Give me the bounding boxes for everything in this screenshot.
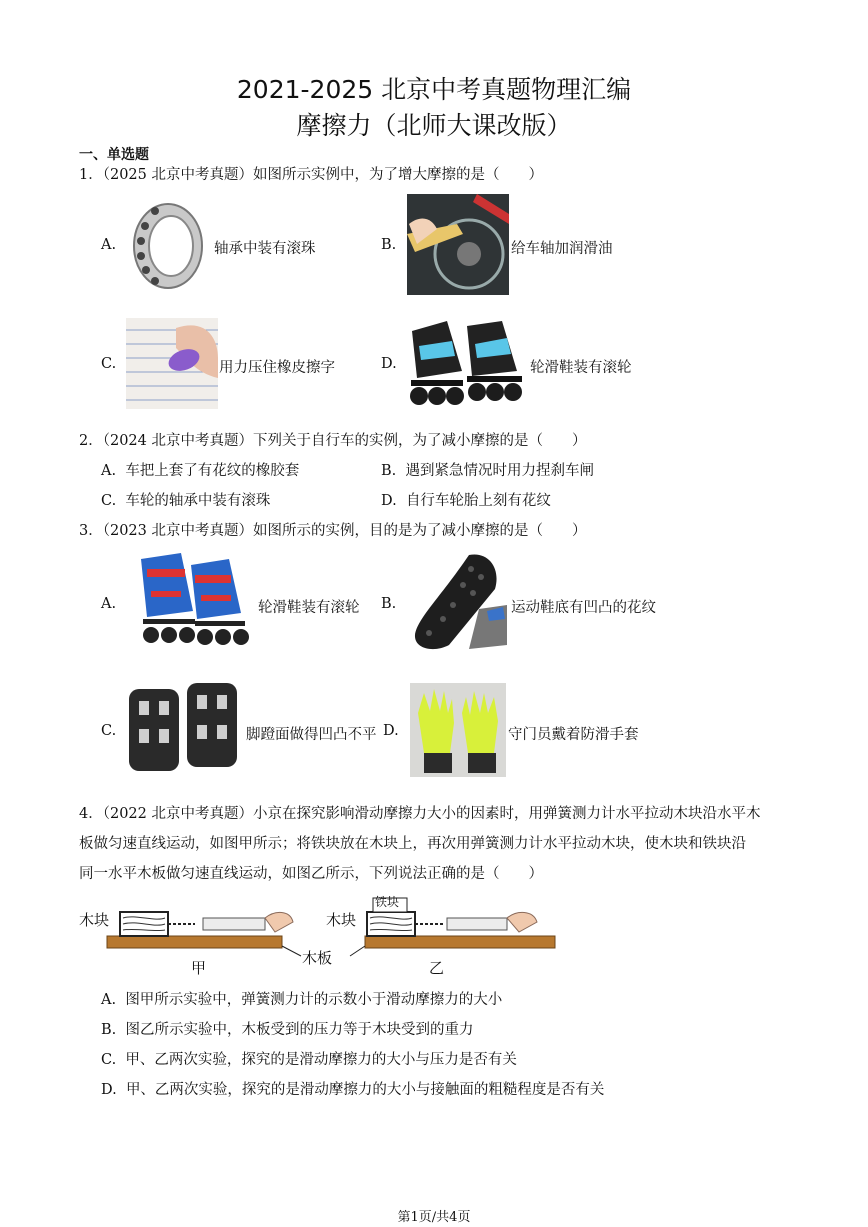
figure-label-board: 木板: [302, 949, 333, 967]
q4-option-a-letter: A.: [101, 992, 117, 1008]
q1-option-c-letter: C.: [101, 356, 117, 372]
figure-label-block-a: 木块: [79, 911, 110, 929]
figure-label-yi: 乙: [429, 959, 445, 977]
bearing-image: [125, 196, 211, 296]
q3-option-a-letter: A.: [101, 596, 117, 612]
page-subtitle: 摩擦力（北师大课改版）: [296, 111, 572, 140]
q4-option-a-text: 图甲所示实验中，弹簧测力计的示数小于滑动摩擦力的大小: [125, 992, 503, 1008]
q3-option-c-text: 脚蹬面做得凹凸不平: [246, 727, 377, 743]
q4-option-c-letter: C.: [101, 1052, 117, 1068]
q4-stem-line-2: 板做匀速直线运动，如图甲所示；将铁块放在木块上，再次用弹簧测力计水平拉动木块，使木块和铁块沿: [79, 836, 746, 852]
figure-label-block-b: 木块: [326, 911, 357, 929]
q4-option-d-text: 甲、乙两次实验，探究的是滑动摩擦力的大小与接触面的粗糙程度是否有关: [125, 1082, 605, 1098]
q2-option-a-text: 车把上套了有花纹的橡胶套: [125, 463, 300, 479]
q1-option-b-letter: B.: [381, 237, 397, 253]
q3-stem: 3．（2023 北京中考真题）如图所示的实例，目的是为了减小摩擦的是（ ）: [79, 523, 587, 539]
q2-option-c: [101, 489, 270, 510]
figure-label-jia: 甲: [191, 959, 207, 977]
q2-option-d: [381, 489, 551, 510]
q4-stem-line-3: 同一水平木板做匀速直线运动，如图乙所示，下列说法正确的是（ ）: [79, 866, 543, 882]
q3-option-b-text: 运动鞋底有凹凸的花纹: [511, 600, 656, 616]
roller-skate-image: [407, 316, 528, 413]
figure-label-iron: 铁块: [375, 895, 400, 909]
q2-option-c-letter: C.: [101, 493, 117, 509]
q4-option-b-letter: B.: [101, 1022, 117, 1038]
q1-option-a-text: 轴承中装有滚珠: [214, 241, 316, 257]
page-footer: 第1页/共4页: [397, 1210, 471, 1225]
q1-stem: 1．（2025 北京中考真题）如图所示实例中，为了增大摩擦的是（ ）: [79, 167, 543, 183]
q3-option-b-letter: B.: [381, 596, 397, 612]
q2-option-a-letter: A.: [101, 463, 117, 479]
q4-option-b-text: 图乙所示实验中，木板受到的压力等于木块受到的重力: [125, 1022, 474, 1038]
q3-option-d-text: 守门员戴着防滑手套: [508, 727, 639, 743]
sneaker-image: [409, 549, 509, 653]
q2-option-c-text: 车轮的轴承中装有滚珠: [125, 493, 271, 509]
q4-option-c: [101, 1048, 517, 1069]
q2-option-b-letter: B.: [381, 463, 397, 479]
q1-option-d-letter: D.: [381, 356, 397, 372]
q2-option-b-text: 遇到紧急情况时用力捏刹车闸: [405, 463, 594, 479]
q1-option-a-letter: A.: [101, 237, 117, 253]
q1-option-c-text: 用力压住橡皮擦字: [219, 360, 335, 376]
pedal-image: [125, 679, 241, 775]
kids-skate-image: [133, 551, 251, 649]
glove-image: [410, 683, 506, 777]
q4-stem-line-1: 4．（2022 北京中考真题）小京在探究影响滑动摩擦力大小的因素时，用弹簧测力计水平拉动木块沿水平木: [79, 806, 761, 822]
q4-option-b: [101, 1018, 473, 1039]
bike-oil-image: [407, 194, 509, 295]
q2-option-b: [381, 459, 594, 480]
q3-option-c-letter: C.: [101, 723, 117, 739]
q2-stem: 2．（2024 北京中考真题）下列关于自行车的实例，为了减小摩擦的是（ ）: [79, 433, 587, 449]
q4-option-a: [101, 988, 502, 1009]
q3-option-d-letter: D.: [383, 723, 399, 739]
section-heading: 一、单选题: [79, 147, 149, 163]
q1-option-b-text: 给车轴加润滑油: [511, 241, 613, 257]
q1-option-d-text: 轮滑鞋装有滚轮: [530, 360, 632, 376]
q2-option-d-text: 自行车轮胎上刻有花纹: [405, 493, 551, 509]
q3-option-a-text: 轮滑鞋装有滚轮: [258, 600, 360, 616]
q4-option-d: [101, 1078, 604, 1099]
eraser-image: [126, 318, 218, 409]
q2-option-a: [101, 459, 299, 480]
q2-option-d-letter: D.: [381, 493, 397, 509]
q4-option-d-letter: D.: [101, 1082, 117, 1098]
q4-option-c-text: 甲、乙两次实验，探究的是滑动摩擦力的大小与压力是否有关: [125, 1052, 517, 1068]
page-title: 2021-2025 北京中考真题物理汇编: [236, 75, 632, 104]
